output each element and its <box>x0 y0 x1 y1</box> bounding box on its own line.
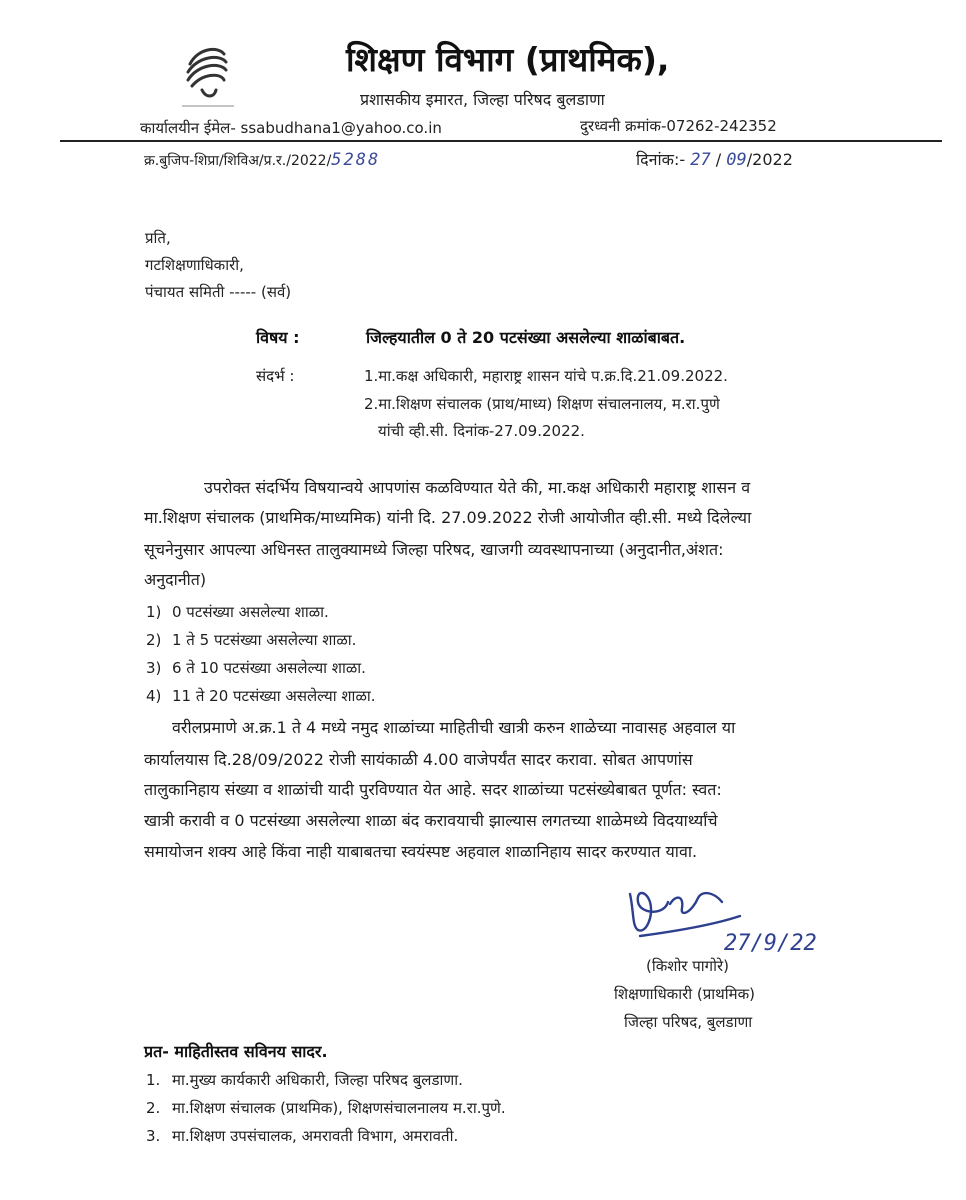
office-email: कार्यालयीन ईमेल- ssabudhana1@yahoo.co.in <box>140 119 442 137</box>
reference-handwritten-number: 5288 <box>331 150 381 170</box>
signature-date: 27/9/22 <box>724 931 817 956</box>
list-item: 4) 11 ते 20 पटसंख्या असलेल्या शाळा. <box>146 687 376 705</box>
signatory-office: जिल्हा परिषद, बुलडाणा <box>624 1013 753 1031</box>
date-label: दिनांक:- <box>636 150 686 169</box>
header-divider <box>60 140 942 142</box>
addressee-line-3: पंचायत समिती ----- (सर्व) <box>145 283 292 301</box>
copy-item: 1. मा.मुख्य कार्यकारी अधिकारी, जिल्हा परिषद बुलडाणा. <box>146 1071 463 1089</box>
body-paragraph-1-line-2: मा.शिक्षण संचालक (प्राथमिक/माध्यमिक) यांनी दि. 27.09.2022 रोजी आयोजीत व्ही.सी. मध्ये दिलेल्या <box>144 508 752 527</box>
body-paragraph-2-line-5: समायोजन शक्य आहे किंवा नाही याबाबतचा स्वयंस्पष्ट अहवाल शाळानिहाय सादर करण्यात यावा. <box>144 842 698 861</box>
subject-text: जिल्हयातील 0 ते 20 पटसंख्या असलेल्या शाळांबाबत. <box>366 328 686 347</box>
reference-prefix: क्र.बुजिप-शिप्रा/शिविअ/प्र.र./2022/ <box>144 153 332 169</box>
signatory-name: (किशोर पागोरे) <box>646 957 729 975</box>
signatory-designation: शिक्षणाधिकारी (प्राथमिक) <box>614 985 755 1003</box>
body-paragraph-2-line-1: वरीलप्रमाणे अ.क्र.1 ते 4 मध्ये नमुद शाळांच्या माहितीची खात्री करुन शाळेच्या नावासह अहवाल या <box>172 718 736 737</box>
date-month: 09 <box>726 150 747 170</box>
body-paragraph-2-line-4: खात्री करावी व 0 पटसंख्या असलेल्या शाळा बंद करावयाची झाल्यास लगतच्या शाळेमध्ये विदयार्थ्यांचे <box>144 811 718 830</box>
department-title: शिक्षण विभाग (प्राथमिक), <box>346 40 670 79</box>
body-paragraph-1-line-1: उपरोक्त संदर्भिय विषयान्वये आपणांस कळविण्यात येते की, मा.कक्ष अधिकारी महाराष्ट्र शासन व <box>204 478 751 497</box>
reference-number <box>144 150 380 170</box>
office-phone: दुरध्वनी क्रमांक-07262-242352 <box>580 117 777 135</box>
body-paragraph-2-line-2: कार्यालयास दि.28/09/2022 रोजी सायंकाळी 4.00 वाजेपर्यंत सादर करावा. सोबत आपणांस <box>144 750 693 769</box>
body-paragraph-2-line-3: तालुकानिहाय संख्या व शाळांची यादी पुरविण्यात येत आहे. सदर शाळांच्या पटसंख्येबाबत पूर्णत: स्वत: <box>144 780 722 799</box>
copy-heading: प्रत- माहितीस्तव सविनय सादर. <box>144 1042 328 1061</box>
body-paragraph-1-line-4: अनुदानीत) <box>144 570 207 589</box>
body-paragraph-1-line-3: सूचनेनुसार आपल्या अधिनस्त तालुक्यामध्ये जिल्हा परिषद, खाजगी व्यवस्थापनाच्या (अनुदानीत,अंशत: <box>144 540 724 559</box>
reference-item-2-cont: यांची व्ही.सी. दिनांक-27.09.2022. <box>378 422 585 440</box>
reference-label: संदर्भ : <box>256 367 295 385</box>
department-address: प्रशासकीय इमारत, जिल्हा परिषद बुलडाणा <box>360 90 605 109</box>
reference-item-1: 1.मा.कक्ष अधिकारी, महाराष्ट्र शासन यांचे प.क्र.दि.21.09.2022. <box>364 367 728 385</box>
addressee-line-2: गटशिक्षणाधिकारी, <box>145 256 244 274</box>
list-item: 1) 0 पटसंख्या असलेल्या शाळा. <box>146 603 329 621</box>
date-day: 27 <box>690 150 711 170</box>
letter-date: दिनांक:- 27 / 09/2022 <box>636 150 793 170</box>
list-item: 2) 1 ते 5 पटसंख्या असलेल्या शाळा. <box>146 631 357 649</box>
department-logo-icon <box>168 36 248 116</box>
date-year: /2022 <box>746 150 793 169</box>
copy-item: 2. मा.शिक्षण संचालक (प्राथमिक), शिक्षणसंचालनालय म.रा.पुणे. <box>146 1099 506 1117</box>
reference-item-2: 2.मा.शिक्षण संचालक (प्राथ/माध्य) शिक्षण संचालनालय, म.रा.पुणे <box>364 395 720 413</box>
list-item: 3) 6 ते 10 पटसंख्या असलेल्या शाळा. <box>146 659 366 677</box>
copy-item: 3. मा.शिक्षण उपसंचालक, अमरावती विभाग, अमरावती. <box>146 1127 459 1145</box>
subject-label: विषय : <box>256 328 300 347</box>
addressee-line-1: प्रति, <box>145 229 171 247</box>
